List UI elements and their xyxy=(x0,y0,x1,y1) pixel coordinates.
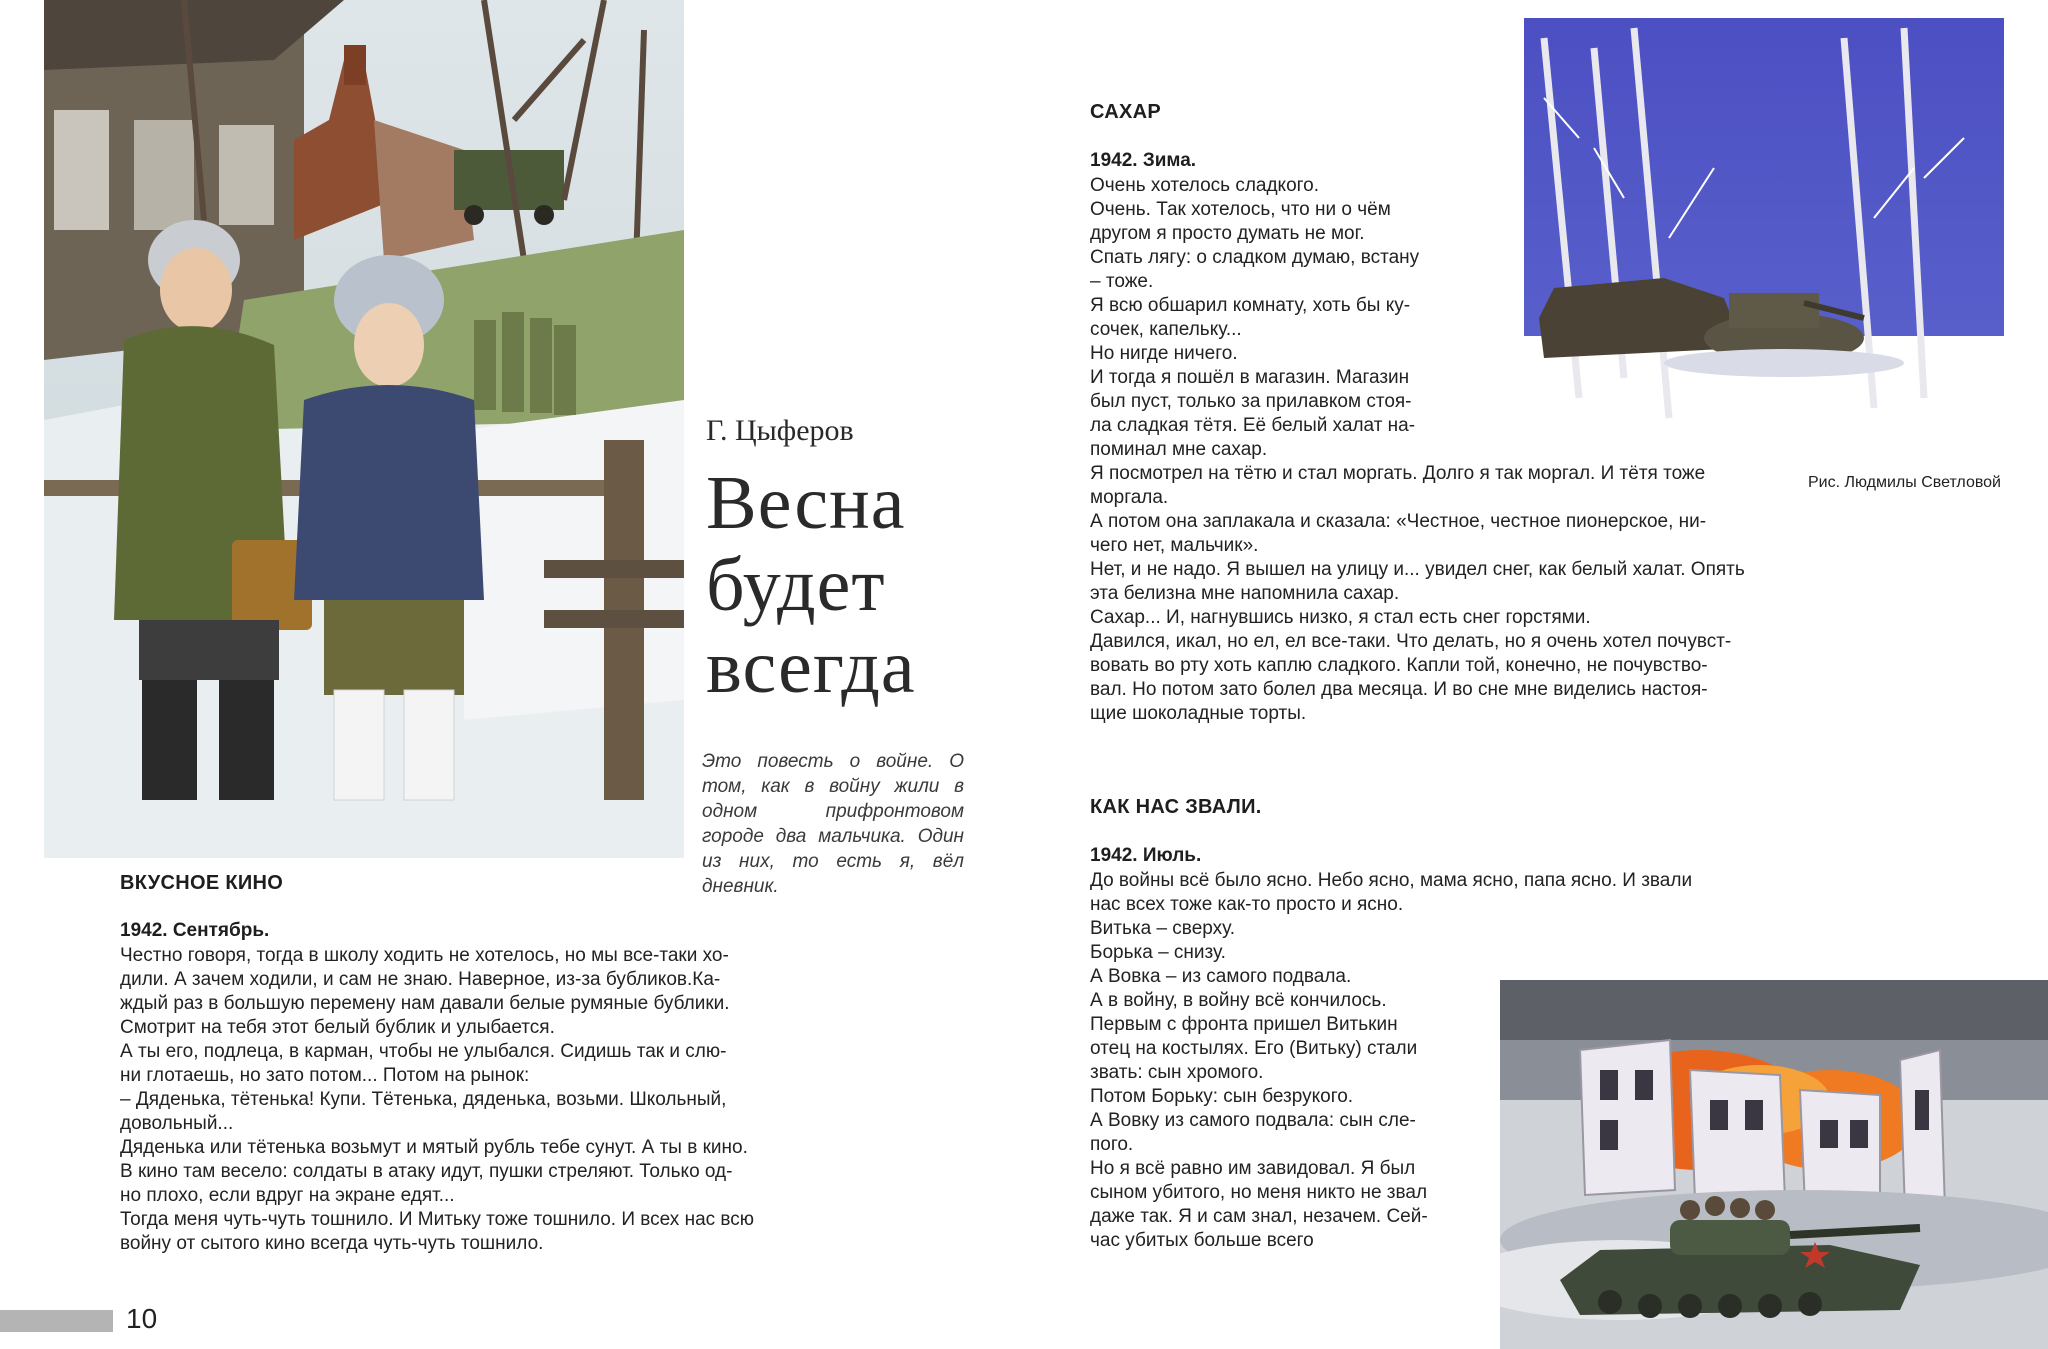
text-line: вовать во рту хоть каплю сладкого. Капли той, конечно, не почувство- xyxy=(1090,655,1708,676)
article-intro: Это повесть о войне. О том, как в войну жили в одном прифронтовом городе два мальчика. Один из них, то есть я, вёл дневник. xyxy=(702,751,964,897)
text-line: Смотрит на тебя этот белый бублик и улыбается. xyxy=(120,1017,555,1038)
text-line: Очень. Так хотелось, что ни о чём xyxy=(1090,199,1391,220)
section-heading-sahar: САХАР xyxy=(1090,101,1162,123)
title-line: Весна xyxy=(706,461,906,545)
page-number: 10 xyxy=(126,1303,158,1334)
text-line: В кино там весело: солдаты в атаку идут, пушки стреляют. Только од- xyxy=(120,1161,733,1182)
text-line: Очень хотелось сладкого. xyxy=(1090,175,1320,196)
text-line: эта белизна мне напомнила сахар. xyxy=(1090,583,1400,604)
text-line: поминал мне сахар. xyxy=(1090,439,1268,460)
section-date-zvali: 1942. Июль. xyxy=(1090,845,1202,866)
text-line: А Вовку из самого подвала: сын сле- xyxy=(1090,1110,1416,1131)
text-line: Давился, икал, но ел, ел все-таки. Что делать, но я очень хотел почувст- xyxy=(1090,631,1732,652)
text-line: – Дяденька, тётенька! Купи. Тётенька, дяденька, возьми. Школьный, xyxy=(120,1089,727,1110)
text-line: Я всю обшарил комнату, хоть бы ку- xyxy=(1090,295,1411,316)
text-line: Но нигде ничего. xyxy=(1090,343,1238,364)
section-date-sahar: 1942. Зима. xyxy=(1090,150,1197,171)
text-line: Спать лягу: о сладком думаю, встану xyxy=(1090,247,1420,268)
title-line: будет xyxy=(706,543,886,627)
text-line: Потом Борьку: сын безрукого. xyxy=(1090,1086,1354,1107)
text-line: Борька – снизу. xyxy=(1090,942,1226,963)
text-line: дили. А зачем ходили, и сам не знаю. Наверное, из-за бубликов.Ка- xyxy=(120,969,721,990)
text-line: нас всех тоже как-то просто и ясно. xyxy=(1090,894,1404,915)
text-line: был пуст, только за прилавком стоя- xyxy=(1090,391,1412,412)
page-number-bar xyxy=(0,1310,113,1332)
text-line: но плохо, если вдруг на экране едят... xyxy=(120,1185,455,1206)
text-line: – тоже. xyxy=(1090,271,1154,292)
text-line: ждый раз в большую перемену нам давали белые румяные бублики. xyxy=(120,993,730,1014)
text-line: А потом она заплакала и сказала: «Честное, честное пионерское, ни- xyxy=(1090,511,1707,532)
text-line: Нет, и не надо. Я вышел на улицу и... увидел снег, как белый халат. Опять xyxy=(1090,559,1745,580)
text-line: Но я всё равно им завидовал. Я был xyxy=(1090,1158,1416,1179)
text-line: сыном убитого, но меня никто не звал xyxy=(1090,1182,1428,1203)
article-author: Г. Цыферов xyxy=(706,414,854,447)
text-line: войну от сытого кино всегда чуть-чуть тошнило. xyxy=(120,1233,544,1254)
text-line: Первым с фронта пришел Витькин xyxy=(1090,1014,1398,1035)
text-line: А ты его, подлеца, в карман, чтобы не улыбался. Сидишь так и слю- xyxy=(120,1041,727,1062)
text-line: Витька – сверху. xyxy=(1090,918,1235,939)
title-line: всегда xyxy=(706,625,916,709)
text-line: сочек, капельку... xyxy=(1090,319,1242,340)
text-line: час убитых больше всего xyxy=(1090,1230,1314,1251)
text-line: Дяденька или тётенька возьмут и мятый рубль тебе сунут. А ты в кино. xyxy=(120,1137,748,1158)
text-line: довольный... xyxy=(120,1113,234,1134)
text-line: ла сладкая тётя. Её белый халат на- xyxy=(1090,415,1416,436)
text-line: звать: сын хромого. xyxy=(1090,1062,1264,1083)
text-line: Я посмотрел на тётю и стал моргать. Долго я так моргал. И тётя тоже xyxy=(1090,463,1706,484)
text-line: А в войну, в войну всё кончилось. xyxy=(1090,990,1387,1011)
text-line: пого. xyxy=(1090,1134,1134,1155)
section-date-kino: 1942. Сентябрь. xyxy=(120,920,270,941)
illustration-caption: Рис. Людмилы Светловой xyxy=(1808,474,2001,491)
article-title xyxy=(706,462,916,708)
text-line: чего нет, мальчик». xyxy=(1090,535,1259,556)
section-heading-zvali: КАК НАС ЗВАЛИ. xyxy=(1090,796,1262,818)
text-line: ни глотаешь, но зато потом... Потом на рынок: xyxy=(120,1065,530,1086)
illustration-winter-tank xyxy=(1484,18,2004,442)
text-line: отец на костылях. Его (Витьку) стали xyxy=(1090,1038,1418,1059)
text-line: Честно говоря, тогда в школу ходить не хотелось, но мы все-таки хо- xyxy=(120,945,729,966)
text-line: щие шоколадные торты. xyxy=(1090,703,1307,724)
text-line: А Вовка – из самого подвала. xyxy=(1090,966,1352,987)
text-line: даже так. Я и сам знал, незачем. Сей- xyxy=(1090,1206,1428,1227)
text-line: моргала. xyxy=(1090,487,1169,508)
text-line: Тогда меня чуть-чуть тошнило. И Митьку тоже тошнило. И всех нас всю xyxy=(120,1209,755,1230)
text-line: До войны всё было ясно. Небо ясно, мама ясно, папа ясно. И звали xyxy=(1090,870,1693,891)
illustration-burning-city-tank xyxy=(1500,980,2048,1349)
text-line: другом я просто думать не мог. xyxy=(1090,223,1365,244)
text-line: Сахар... И, нагнувшись низко, я стал есть снег горстями. xyxy=(1090,607,1591,628)
section-heading-kino: ВКУСНОЕ КИНО xyxy=(120,872,284,894)
text-line: вал. Но потом зато болел два месяца. И во сне мне виделись настоя- xyxy=(1090,679,1708,700)
text-line: И тогда я пошёл в магазин. Магазин xyxy=(1090,367,1410,388)
section-body-kino xyxy=(120,944,754,1256)
illustration-boys-winter xyxy=(44,0,684,858)
